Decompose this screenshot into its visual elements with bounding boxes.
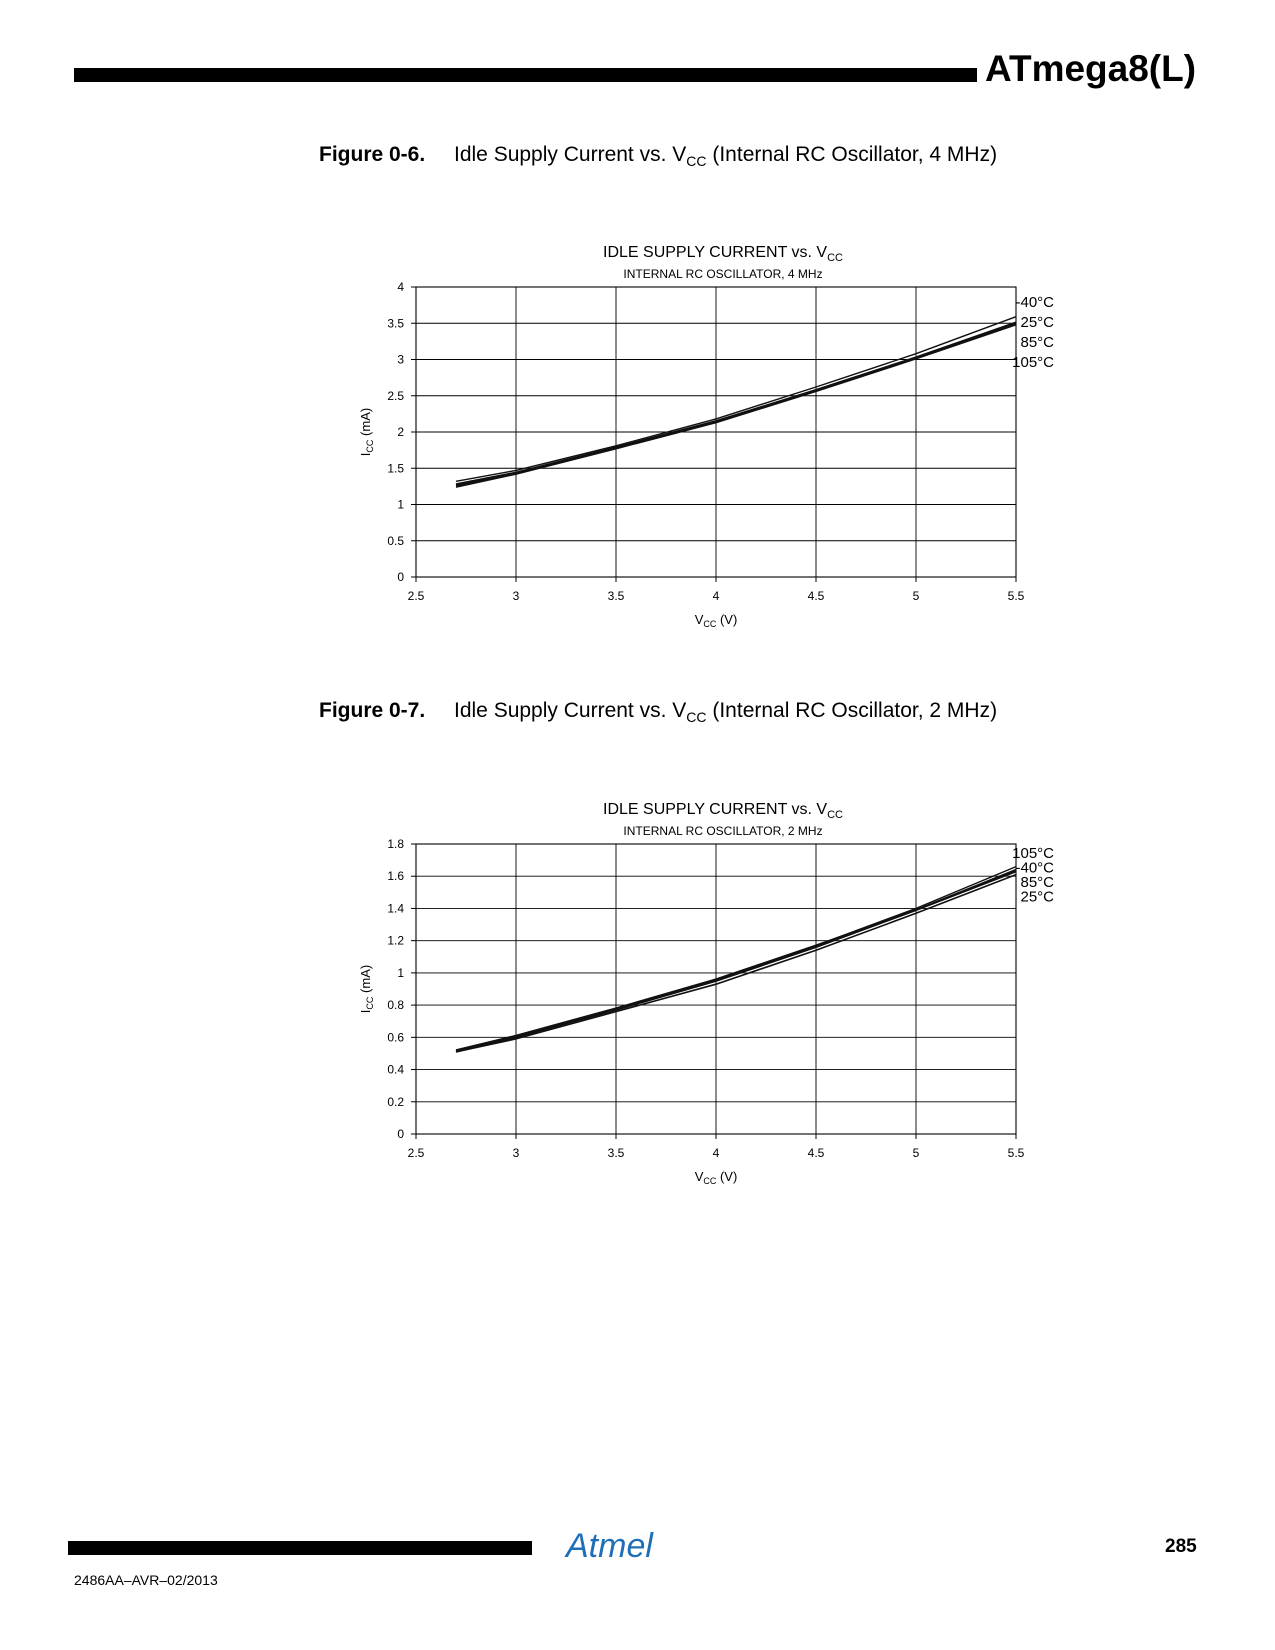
y-tick-label: 1.2 <box>387 933 404 948</box>
figure-caption-text: Idle Supply Current vs. V <box>454 699 687 722</box>
y-tick-label: 0.6 <box>387 1030 404 1045</box>
x-tick-label: 5 <box>912 1146 920 1160</box>
figure-caption-text: Idle Supply Current vs. V <box>454 143 687 166</box>
y-tick-label: 2 <box>397 425 404 439</box>
x-tick-label: 5 <box>912 589 920 603</box>
y-tick-label: 0.5 <box>387 533 404 548</box>
y-tick-label: 1.6 <box>387 869 404 884</box>
figure-caption-0-7 <box>319 699 997 725</box>
y-axis-label <box>358 408 375 456</box>
x-tick-label: 3 <box>512 589 520 603</box>
x-tick-label: 4 <box>712 1146 720 1160</box>
legend-label: 105°C <box>1012 354 1054 371</box>
figure-caption-tail: (Internal RC Oscillator, 4 MHz) <box>706 143 998 166</box>
x-axis-label-text: V <box>694 612 704 627</box>
y-tick-label: 4 <box>397 280 404 294</box>
chart-title <box>603 244 843 264</box>
chart-title-text: IDLE SUPPLY CURRENT vs. V <box>603 801 828 818</box>
x-tick-label: 5.5 <box>1007 1146 1025 1160</box>
y-tick-label: 1 <box>397 497 404 512</box>
series-line-85C <box>456 871 1016 1051</box>
y-tick-label: 0.8 <box>387 998 404 1013</box>
x-axis-label-unit: (V) <box>716 612 738 627</box>
page-number: 285 <box>1165 1536 1197 1557</box>
series-line-25C <box>456 323 1016 485</box>
x-tick-label: 2.5 <box>407 1146 425 1160</box>
footer-rule <box>68 1541 532 1555</box>
chart-svg-4mhz <box>330 235 1130 645</box>
chart-idle-current-4mhz <box>330 235 1130 645</box>
y-axis-label-unit: (mA) <box>358 407 373 440</box>
chart-title-text: IDLE SUPPLY CURRENT vs. V <box>603 244 828 261</box>
y-axis-label-subscript: CC <box>365 439 375 453</box>
x-tick-label: 3 <box>512 1146 520 1160</box>
chart-title-subscript: CC <box>827 809 843 821</box>
y-tick-label: 1.5 <box>387 461 404 476</box>
x-tick-label: 4.5 <box>807 1146 825 1160</box>
y-tick-label: 0.2 <box>387 1094 404 1109</box>
y-axis-label-text: I <box>358 1009 373 1014</box>
x-tick-label: 4 <box>712 589 720 603</box>
series-line--40C <box>456 317 1016 482</box>
y-tick-label: 1.8 <box>387 837 404 851</box>
y-tick-label: 1 <box>397 965 404 980</box>
figure-number: Figure 0-6. <box>319 143 426 166</box>
y-tick-label: 0.4 <box>387 1062 404 1077</box>
y-tick-label: 3 <box>397 352 404 367</box>
y-tick-label: 2.5 <box>387 388 404 403</box>
x-axis-label-subscript: CC <box>703 1176 717 1186</box>
chart-idle-current-2mhz <box>330 792 1130 1202</box>
legend-label: 25°C <box>1020 314 1054 331</box>
legend-label: -40°C <box>1015 859 1054 877</box>
chart-title <box>603 801 843 821</box>
series-line-105C <box>456 325 1016 487</box>
y-axis-label-unit: (mA) <box>358 964 373 997</box>
atmel-logo-text: Atmel <box>566 1527 653 1565</box>
x-tick-label: 5.5 <box>1007 589 1025 603</box>
y-tick-label: 3.5 <box>387 316 404 331</box>
figure-caption-0-6 <box>319 143 997 169</box>
y-tick-label: 1.4 <box>387 901 404 916</box>
legend-label: 105°C <box>1012 845 1054 862</box>
x-axis-label-subscript: CC <box>703 619 717 629</box>
legend-label: 85°C <box>1020 334 1054 351</box>
x-axis-label-unit: (V) <box>716 1169 738 1184</box>
figure-caption-subscript: CC <box>686 709 707 725</box>
x-tick-label: 3.5 <box>607 589 625 603</box>
x-tick-label: 2.5 <box>407 589 425 603</box>
legend-label: 25°C <box>1020 888 1054 906</box>
y-tick-label: 0 <box>397 1127 404 1141</box>
legend-label: 85°C <box>1020 874 1054 891</box>
legend-label: -40°C <box>1015 294 1054 311</box>
y-axis-label-subscript: CC <box>365 996 375 1010</box>
chart-subtitle: INTERNAL RC OSCILLATOR, 2 MHz <box>623 824 823 838</box>
header-rule <box>74 68 977 82</box>
figure-caption-subscript: CC <box>686 153 707 169</box>
document-title: ATmega8(L) <box>985 48 1197 89</box>
x-tick-label: 4.5 <box>807 589 825 603</box>
series-line--40C <box>456 870 1016 1050</box>
x-axis-label <box>695 612 738 629</box>
y-tick-label: 0 <box>397 570 404 584</box>
x-axis-label <box>695 1169 738 1186</box>
figure-caption-tail: (Internal RC Oscillator, 2 MHz) <box>706 699 998 722</box>
series-line-105C <box>456 867 1016 1052</box>
chart-svg-2mhz <box>330 792 1130 1202</box>
figure-number: Figure 0-7. <box>319 699 426 722</box>
chart-title-subscript: CC <box>827 252 843 264</box>
document-code: 2486AA–AVR–02/2013 <box>74 1572 218 1588</box>
x-axis-label-text: V <box>694 1169 704 1184</box>
chart-subtitle: INTERNAL RC OSCILLATOR, 4 MHz <box>623 267 823 281</box>
y-axis-label-text: I <box>358 452 373 457</box>
x-tick-label: 3.5 <box>607 1146 625 1160</box>
y-axis-label <box>358 965 375 1013</box>
atmel-logo <box>562 1526 672 1566</box>
